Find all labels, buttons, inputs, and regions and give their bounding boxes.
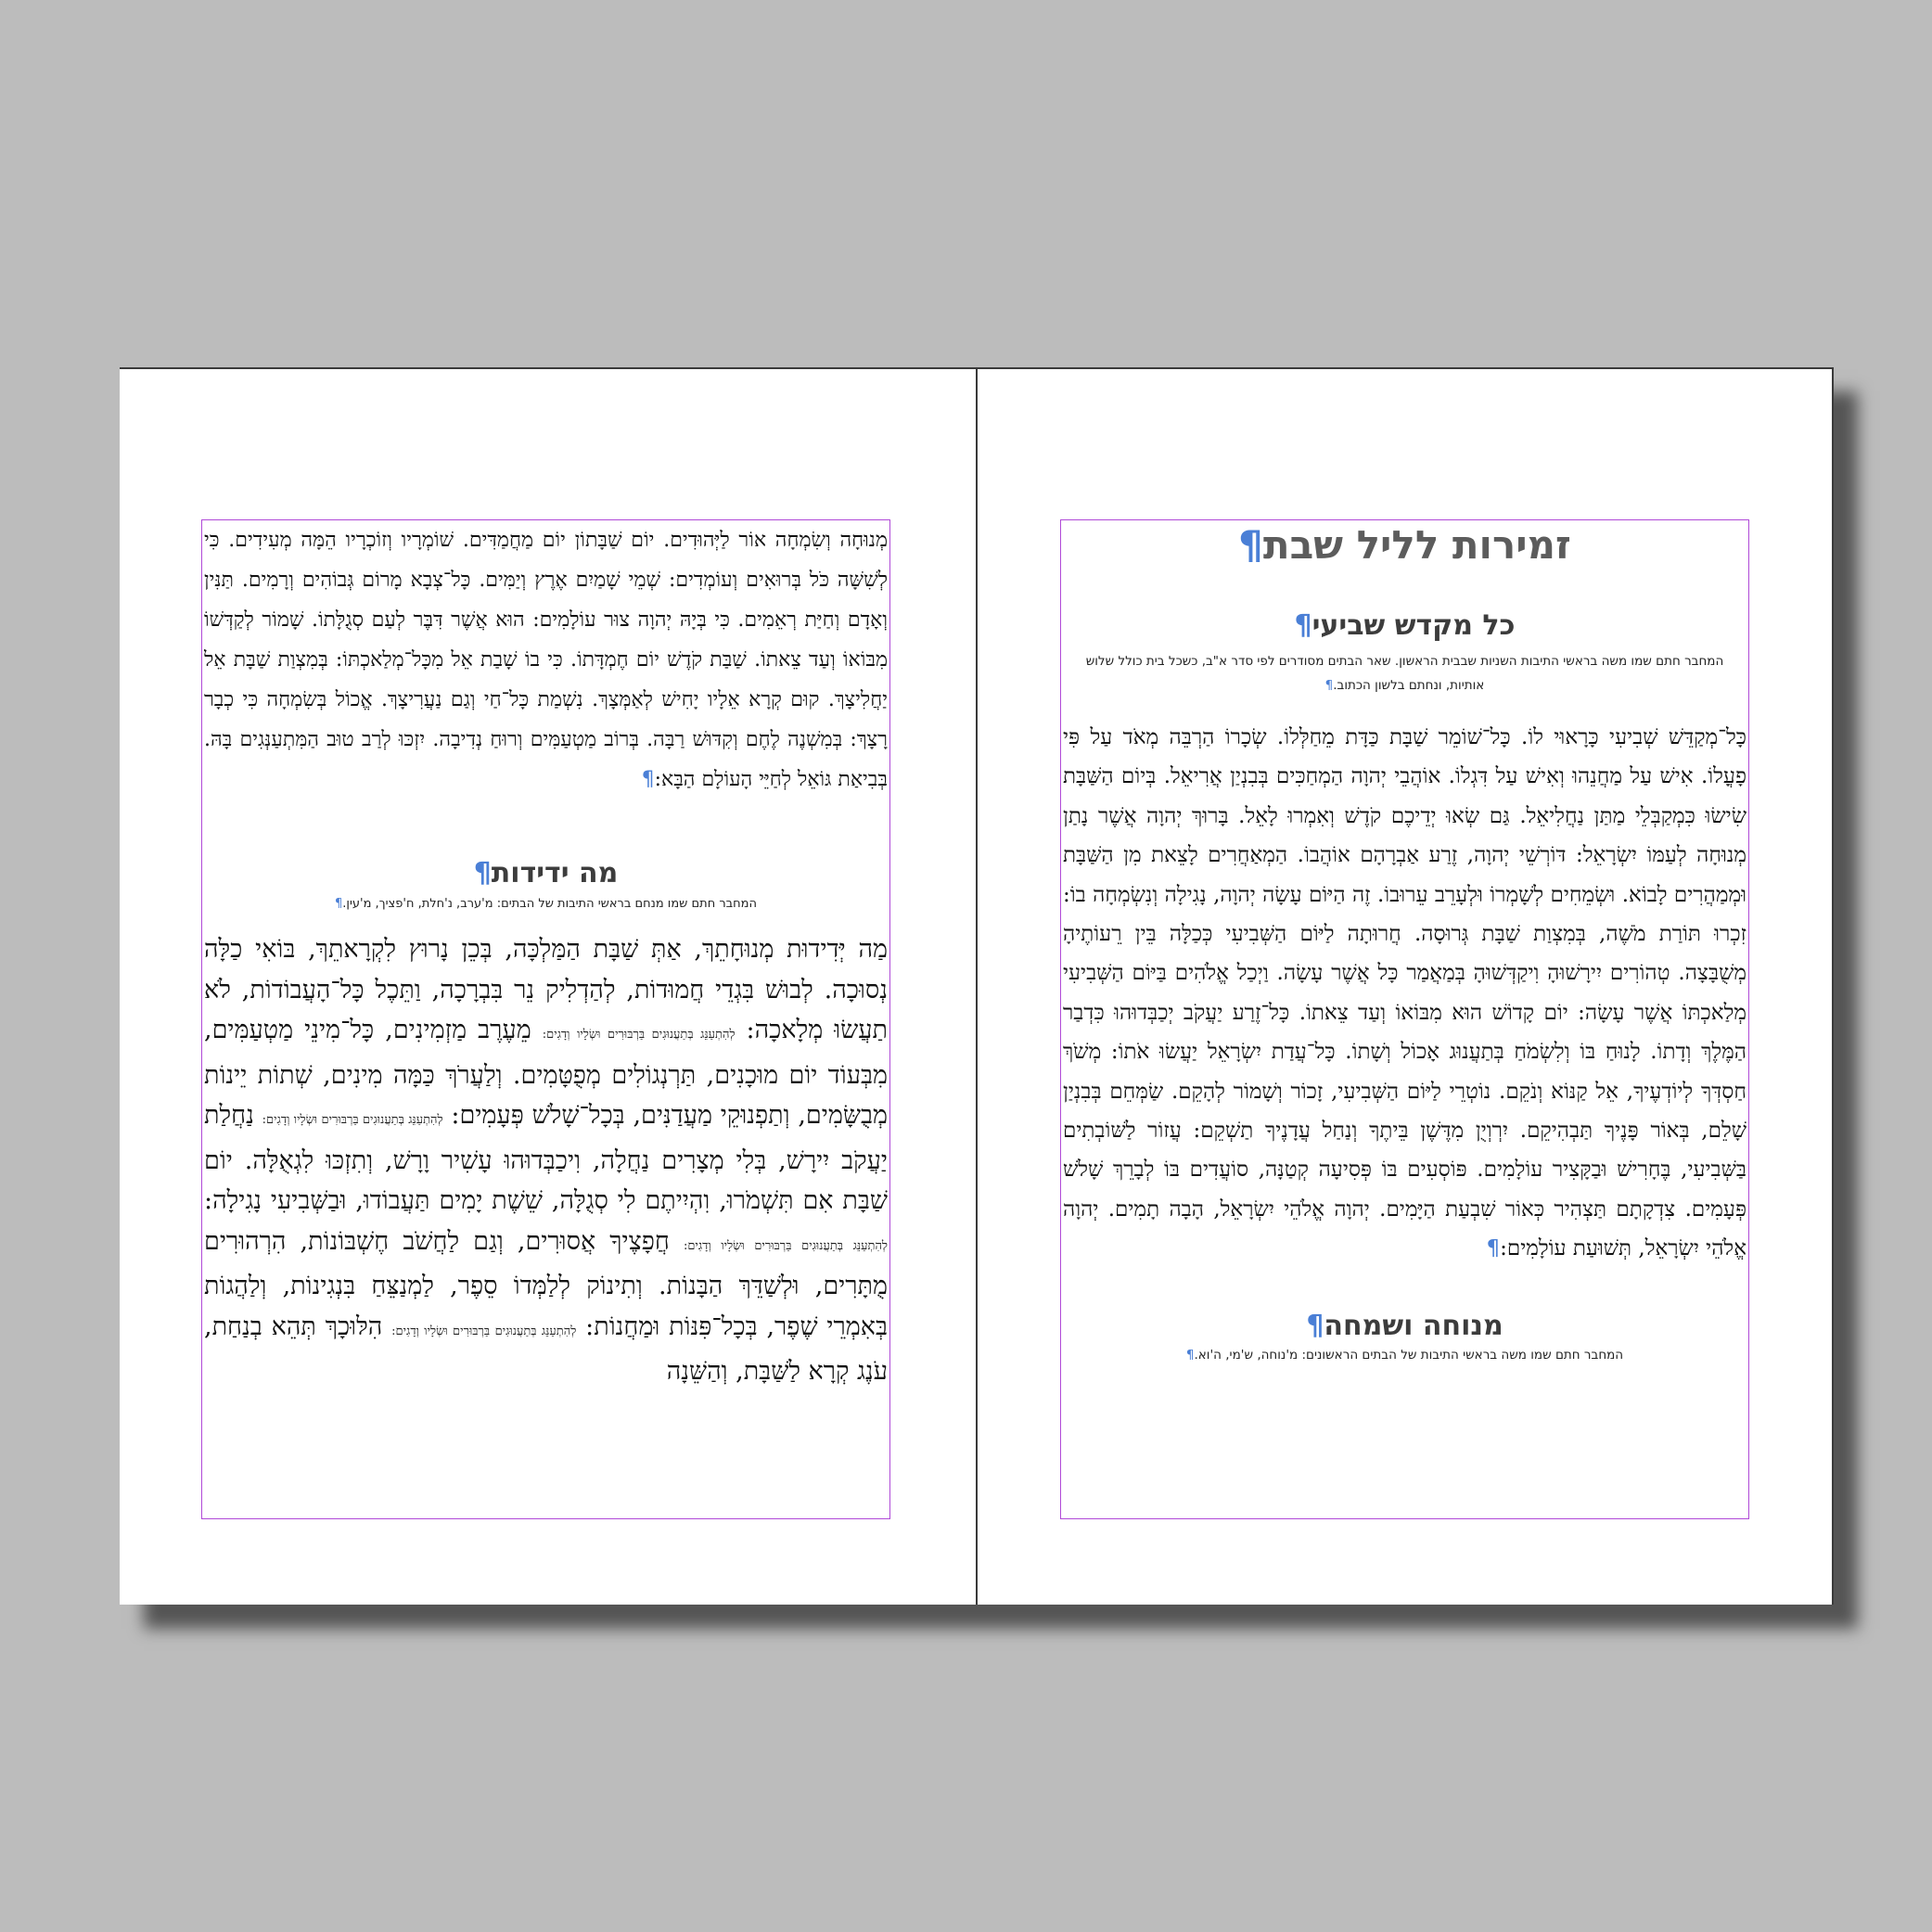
song-title-kol-mekadesh: [1061, 609, 1748, 642]
pilcrow-mark: ¶: [1324, 678, 1334, 693]
song-credit: [1061, 1348, 1748, 1363]
pilcrow-mark: ¶: [1306, 1309, 1324, 1342]
song-title-text: מנוחה ושמחה: [1324, 1309, 1503, 1342]
stanza: מֵעֶרֶב מַזְמִינִים, כָּל־מִינֵי מַטְעַמִּים, מִבְּעוֹד יוֹם מוּכָנִים, תַּרְנְגוֹלִים מְפֻטָּמִים. וְלַעֲרֹךְ כַּמָּה מִינִים, שְׁתוֹת יֵינוֹת מְבֻשָּׂמִים, וְתַפְנוּקֵי מַעֲדַנִּים, בְּכָל־שָׁלֹשׁ פְּעָמִים:: [204, 1016, 888, 1130]
song-title-mah-yedidut: [202, 857, 889, 889]
song-credit: [202, 897, 889, 911]
song-body-text: כָּל־מְקַדֵּשׁ שְׁבִיעִי כָּרָאוּי לוֹ. כָּל־שׁוֹמֵר שַׁבָּת כַּדָּת מֵחַלְּלוֹ. שְׂכָרוֹ הַרְבֵּה מְאֹד עַל פִּי פָעֳלוֹ. אִישׁ עַל מַחֲנֵהוּ וְאִישׁ עַל דִּגְלוֹ. אוֹהֲבֵי יְהוָה הַמְחַכִּים בְּבִנְיַן אֲרִיאֵל. בְּיוֹם הַשַּׁבָּת שִׂישׂוּ כִּמְקַבְּלֵי מַתַּן נַחֲלִיאֵל. גַּם שְׂאוּ יְדֵיכֶם קֹדֶשׁ וְאִמְרוּ לָאֵל. בָּרוּךְ יְהוָה אֲשֶׁר נָתַן מְנוּחָה לְעַמּוֹ יִשְׂרָאֵל: דּוֹרְשֵׁי יְהוָה, זֶרַע אַבְרָהָם אוֹהֲבוֹ. הַמְאַחֲרִים לָצֵאת מִן הַשַּׁבָּת וּמְמַהֲרִים לָבוֹא. וּשְׂמֵחִים לְשָׁמְרוֹ וּלְעָרֵב עֵרוּבוֹ. זֶה הַיּוֹם עָשָׂה יְהוָה, נָגִילָה וְנִשְׂמְחָה בוֹ: זִכְרוּ תּוֹרַת מֹשֶׁה, בְּמִצְוַת שַׁבָּת גְּרוּסָה. חֲרוּתָה לַיּוֹם הַשְּׁבִיעִי כְּכַלָּה בֵּין רֵעוֹתֶיהָ מְשֻׁבָּצָה. טְהוֹרִים יִירָשׁוּהָ וִיקַדְּשׁוּהָ בְּמַאֲמַר כָּל אֲשֶׁר עָשָׂה. וַיְכַל אֱלֹהִים בַּיּוֹם הַשְּׁבִיעִי מְלַאכְתּוֹ אֲשֶׁר עָשָׂה: יוֹם קָדוֹשׁ הוּא מִבּוֹאוֹ וְעַד צֵאתוֹ. כָּל־זֶרַע יַעֲקֹב יְכַבְּדוּהוּ כִּדְבַר הַמֶּלֶךְ וְדָתוֹ. לָנוּחַ בּוֹ וְלִשְׂמֹחַ בְּתַעֲנוּג אָכוֹל וְשָׁתוֹ. כָּל־עֲדַת יִשְׂרָאֵל יַעֲשׂוּ אֹתוֹ: מְשֹׁךְ חַסְדְּךָ לְיוֹדְעֶיךָ, אֵל קַנּוֹא וְנֹקֵם. נוֹטְרֵי לַיּוֹם הַשְּׁבִיעִי, זָכוֹר וְשָׁמוֹר לְהָקֵם. שַׂמְּחֵם בְּבִנְיַן שָׁלֵם, בְּאוֹר פָּנֶיךָ תַּבְהִיקֵם. יִרְוְיֻן מִדֶּשֶׁן בֵּיתֶךָ וְנַחַל עֲדָנֶיךָ תַשְׁקֵם: עֲזוֹר לַשּׁוֹבְתִים בַּשְּׁבִיעִי, בֶּחָרִישׁ וּבַקָּצִיר עוֹלָמִים. פּוֹסְעִים בּוֹ פְּסִיעָה קְטַנָּה, סוֹעֲדִים בּוֹ לְבָרֵךְ שָׁלֹשׁ פְּעָמִים. צִדְקָתָם תַּצְהִיר כְּאוֹר שִׁבְעַת הַיָּמִים. יְהוָה אֱלֹהֵי יִשְׂרָאֵל, הָבָה תָמִים. יְהוָה אֱלֹהֵי יִשְׂרָאֵל, תְּשׁוּעַת עוֹלָמִים:: [1063, 725, 1746, 1261]
song-credit-text: המחבר חתם שמו מנחם בראשי התיבות של הבתים: מ'ערב, נ'חלת, ח'פציך, מ'עין.: [342, 897, 757, 911]
song-credit-text: המחבר חתם שמו משה בראשי התיבות השניות שבבית הראשון. שאר הבתים מסודרים לפי סדר א"ב, כשכל בית כולל שלוש אותיות, ונחתם בלשון הכתוב.: [1085, 654, 1724, 693]
right-page-text-frame[interactable]: [1060, 519, 1749, 1519]
pilcrow-mark: ¶: [641, 768, 655, 791]
page-spread: [120, 367, 1834, 1605]
refrain: לְהִתְעַנֵּג בְּתַעֲנוּגִים בַּרְבּוּרִים וּשְׂלָיו וְדָגִים:: [391, 1324, 577, 1338]
song-title-menucha-vesimcha: [1061, 1310, 1748, 1342]
refrain: לְהִתְעַנֵּג בְּתַעֲנוּגִים בַּרְבּוּרִים וּשְׂלָיו וְדָגִים:: [262, 1113, 443, 1127]
pilcrow-mark: ¶: [1294, 609, 1312, 642]
main-title-text: זמירות לליל שבת: [1262, 522, 1571, 568]
left-page-text-frame[interactable]: [201, 519, 890, 1519]
song-title-text: מה ידידות: [491, 857, 619, 889]
stanza: נַחֲלַת יַעֲקֹב יִירָשׁ, בְּלִי מְצָרִים נַחֲלָה, וִיכַבְּדוּהוּ עָשִׁיר וָרָשׁ, וְתִזְכּוּ לִגְאֻלָּה. יוֹם שַׁבָּת אִם תִּשְׁמֹרוּ, וִהְיִיתֶם לִי סְגֻלָּה, שֵׁשֶׁת יָמִים תַּעֲבוֹדוּ, וּבַשְּׁבִיעִי נָגִילָה:: [204, 1101, 888, 1215]
song-title-text: כל מקדש שביעי: [1311, 609, 1516, 642]
song-credit-text: המחבר חתם שמו משה בראשי התיבות של הבתים הראשונים: מ'נוחה, ש'מי, ה'וא.: [1194, 1347, 1624, 1363]
song-body-kol-mekadesh: [1061, 718, 1748, 1269]
pilcrow-mark: ¶: [335, 897, 343, 911]
main-title: [1061, 520, 1748, 570]
pilcrow-mark: ¶: [473, 857, 492, 889]
spine-divider: [976, 367, 978, 1605]
stanza: הִלּוּכָךְ תְּהֵא בְנַחַת, עֹנֶג קְרָא לַשַּׁבָּת, וְהַשֵּׁנָה: [204, 1311, 888, 1386]
stanza: מַה יְּדִידוּת מְנוּחָתֵךְ, אַתְּ שַׁבָּת הַמַּלְכָּה, בְּכֵן נָרוּץ לִקְרָאתֵךְ, בּוֹאִי כַלָּה נְסוּכָה. לְבוּשׁ בִּגְדֵי חֲמוּדוֹת, לְהַדְלִיק נֵר בִּבְרָכָה, וַתֵּכֶל כָּל־הָעֲבוֹדוֹת, לֹא תַעֲשׂוּ מְלָאכָה:: [204, 935, 888, 1044]
refrain: לְהִתְעַנֵּג בְּתַעֲנוּגִים בַּרְבּוּרִים וּשְׂלָיו וְדָגִים:: [542, 1028, 736, 1042]
stanza: חֲפָצֶיךָ אֲסוּרִים, וְגַם לַחֲשֹׁב חֶשְׁבּוֹנוֹת, הִרְהוּרִים מֻתָּרִים, וּלְשַׁדֵּךְ הַבָּנוֹת. וְתִינוֹק לְלַמְּדוֹ סֵפֶר, לַמְנַצֵּחַ בִּנְגִינוֹת, וְלַהֲגוֹת בְּאִמְרֵי שֶׁפֶר, בְּכָל־פִּנּוֹת וּמַחֲנוֹת:: [204, 1226, 888, 1341]
pilcrow-mark: ¶: [1486, 1236, 1501, 1261]
refrain: לְהִתְעַנֵּג בְּתַעֲנוּגִים בַּרְבּוּרִים וּשְׂלָיו וְדָגִים:: [683, 1238, 888, 1253]
song-credit: [1065, 649, 1745, 697]
pilcrow-mark: ¶: [1238, 522, 1263, 568]
song-body-mah-yedidut: [202, 929, 889, 1392]
pilcrow-mark: ¶: [1185, 1347, 1195, 1363]
continuation-paragraph: [202, 520, 889, 800]
spread-right-edge: [1832, 367, 1834, 1605]
continuation-text: מְנוּחָה וְשִׂמְחָה אוֹר לַיְּהוּדִים. יוֹם שַׁבָּתוֹן יוֹם מַחֲמַדִּים. שׁוֹמְרָיו וְזוֹכְרָיו הֵמָּה מְעִידִים. כִּי לְשִׁשָּׁה כֹּל בְּרוּאִים וְעוֹמְדִים: שְׁמֵי שָׁמַיִם אֶרֶץ וְיַמִּים. כָּל־צְבָא מָרוֹם גְּבוֹהִים וְרָמִים. תַּנִּין וְאָדָם וְחַיַּת רְאֵמִים. כִּי בְּיָהּ יְהוָה צוּר עוֹלָמִים: הוּא אֲשֶׁר דִּבֶּר לְעַם סְגֻלָּתוֹ. שָׁמוֹר לְקַדְּשׁוֹ מִבּוֹאוֹ וְעַד צֵאתוֹ. שַׁבַּת קֹדֶשׁ יוֹם חֶמְדָּתוֹ. כִּי בוֹ שָׁבַת אֵל מִכָּל־מְלַאכְתּוֹ: בְּמִצְוַת שַׁבָּת אֵל יַחֲלִיצָךְ. קוּם קְרָא אֵלָיו יָחִישׁ לְאַמְּצָךְ. נִשְׁמַת כָּל־חַי וְגַם נַעֲרִיצָךְ. אֱכוֹל בְּשִׂמְחָה כִּי כְבָר רָצָךְ: בְּמִשְׁנֶה לֶחֶם וְקִדּוּשׁ רַבָּה. בְּרוֹב מַטְעַמִּים וְרוּחַ נְדִיבָה. יִזְכּוּ לְרַב טוּב הַמִּתְעַנְּגִים בָּהּ. בְּבִיאַת גּוֹאֵל לְחַיֵּי הָעוֹלָם הַבָּא:: [204, 529, 888, 791]
